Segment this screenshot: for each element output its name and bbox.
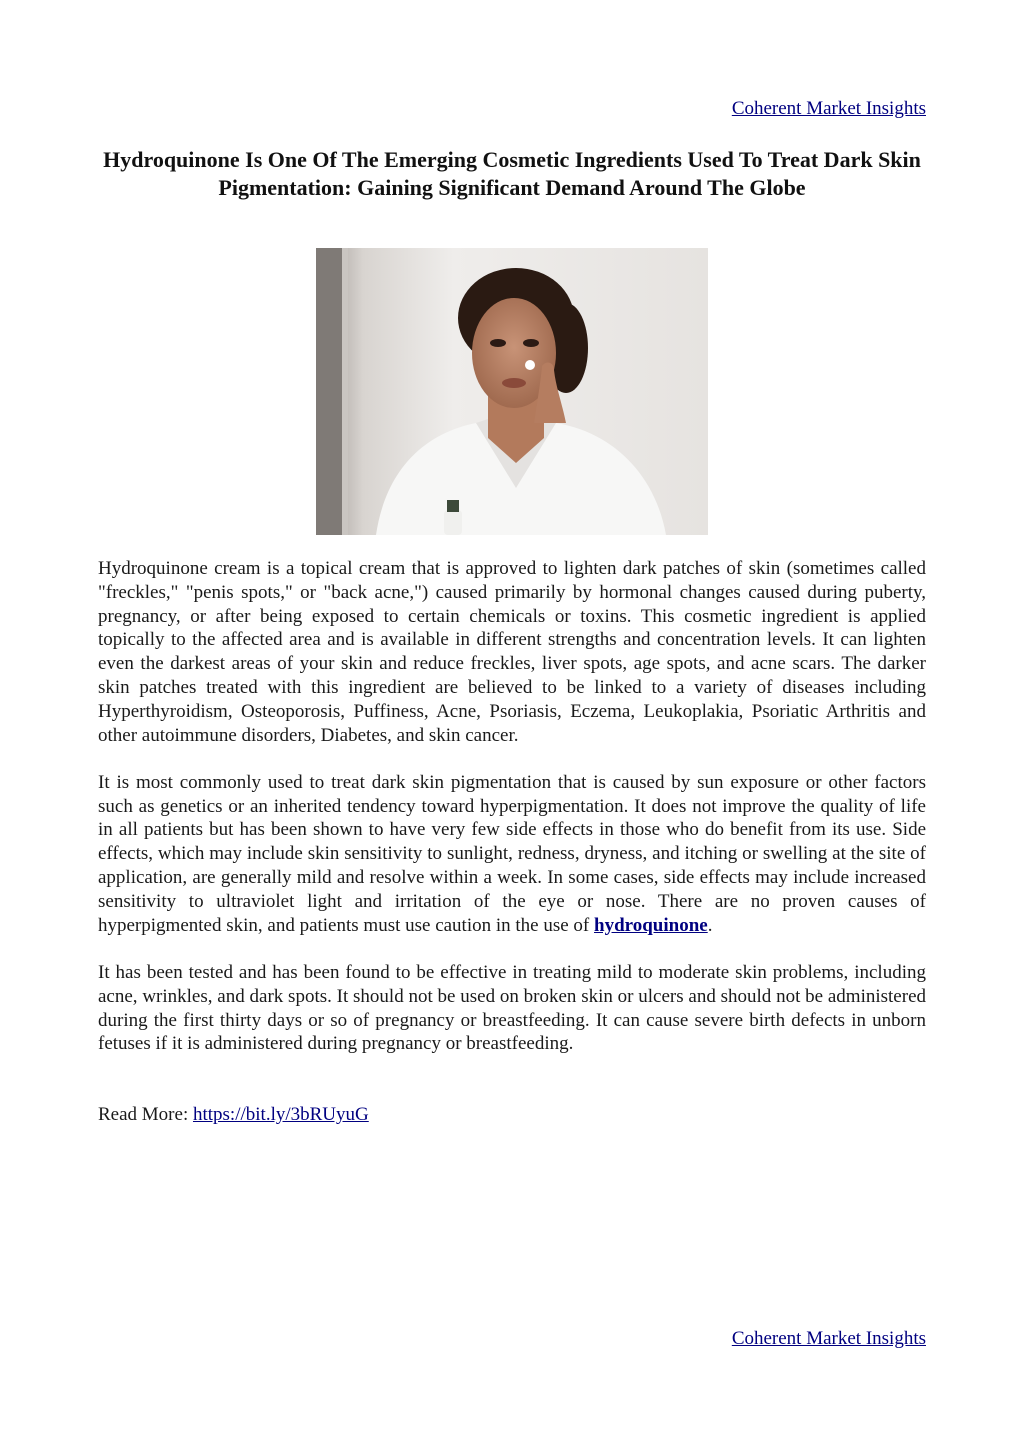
read-more-label: Read More:: [98, 1104, 193, 1126]
article-body: [98, 557, 926, 1150]
hero-image: [316, 248, 708, 535]
paragraph-2-text: It is most commonly used to treat dark skin pigmentation that is caused by sun exposure or other factors such as genetics or an inherited tendency toward hyperpigmentation. It does not improve the quality of life in all patients but has been shown to have very few side effects in those who do benefit from its use. Side effects, which may include skin sensitivity to sunlight, redness, dryness, and itching or swelling at the site of application, are generally mild and resolve within a week. In some cases, side effects may include increased sensitivity to ultraviolet light and irritation of the eye or nose. There are no proven causes of hyperpigmented skin, and patients must use caution in the use of: [98, 771, 926, 936]
paragraph-2-end: .: [707, 914, 713, 936]
hydroquinone-link[interactable]: hydroquinone: [594, 914, 708, 936]
footer-brand-link[interactable]: Coherent Market Insights: [731, 1328, 926, 1349]
paragraph-2: [98, 771, 926, 938]
read-more: [98, 1103, 926, 1127]
paragraph-1: Hydroquinone cream is a topical cream that is approved to lighten dark patches of skin (sometimes called "freckles," "penis spots," or "back acne,") caused primarily by hormonal changes caused during puberty, pregnancy, or after being exposed to certain chemicals or toxins. This cosmetic ingredient is applied topically to the affected area and is available in different strengths and concentration levels. It can lighten even the darkest areas of your skin and reduce freckles, liver spots, age spots, and acne scars. The darker skin patches treated with this ingredient are believed to be linked to a variety of diseases including Hyperthyroidism, Osteoporosis, Puffiness, Acne, Psoriasis, Eczema, Leukoplakia, Psoriatic Arthritis and other autoimmune disorders, Diabetes, and skin cancer.: [98, 558, 926, 746]
article-title: Hydroquinone Is One Of The Emerging Cosmetic Ingredients Used To Treat Dark Skin Pigmentation: Gaining Significant Demand Around The Globe: [103, 147, 921, 200]
paragraph-3: It has been tested and has been found to be effective in treating mild to moderate skin problems, including acne, wrinkles, and dark spots. It should not be used on broken skin or ulcers and should not be administered during the first thirty days or so of pregnancy or breastfeeding. It can cause severe birth defects in unborn fetuses if it is administered during pregnancy or breastfeeding.: [98, 961, 926, 1055]
header-brand-link[interactable]: Coherent Market Insights: [731, 98, 926, 119]
read-more-link[interactable]: https://bit.ly/3bRUyuG: [192, 1104, 369, 1126]
